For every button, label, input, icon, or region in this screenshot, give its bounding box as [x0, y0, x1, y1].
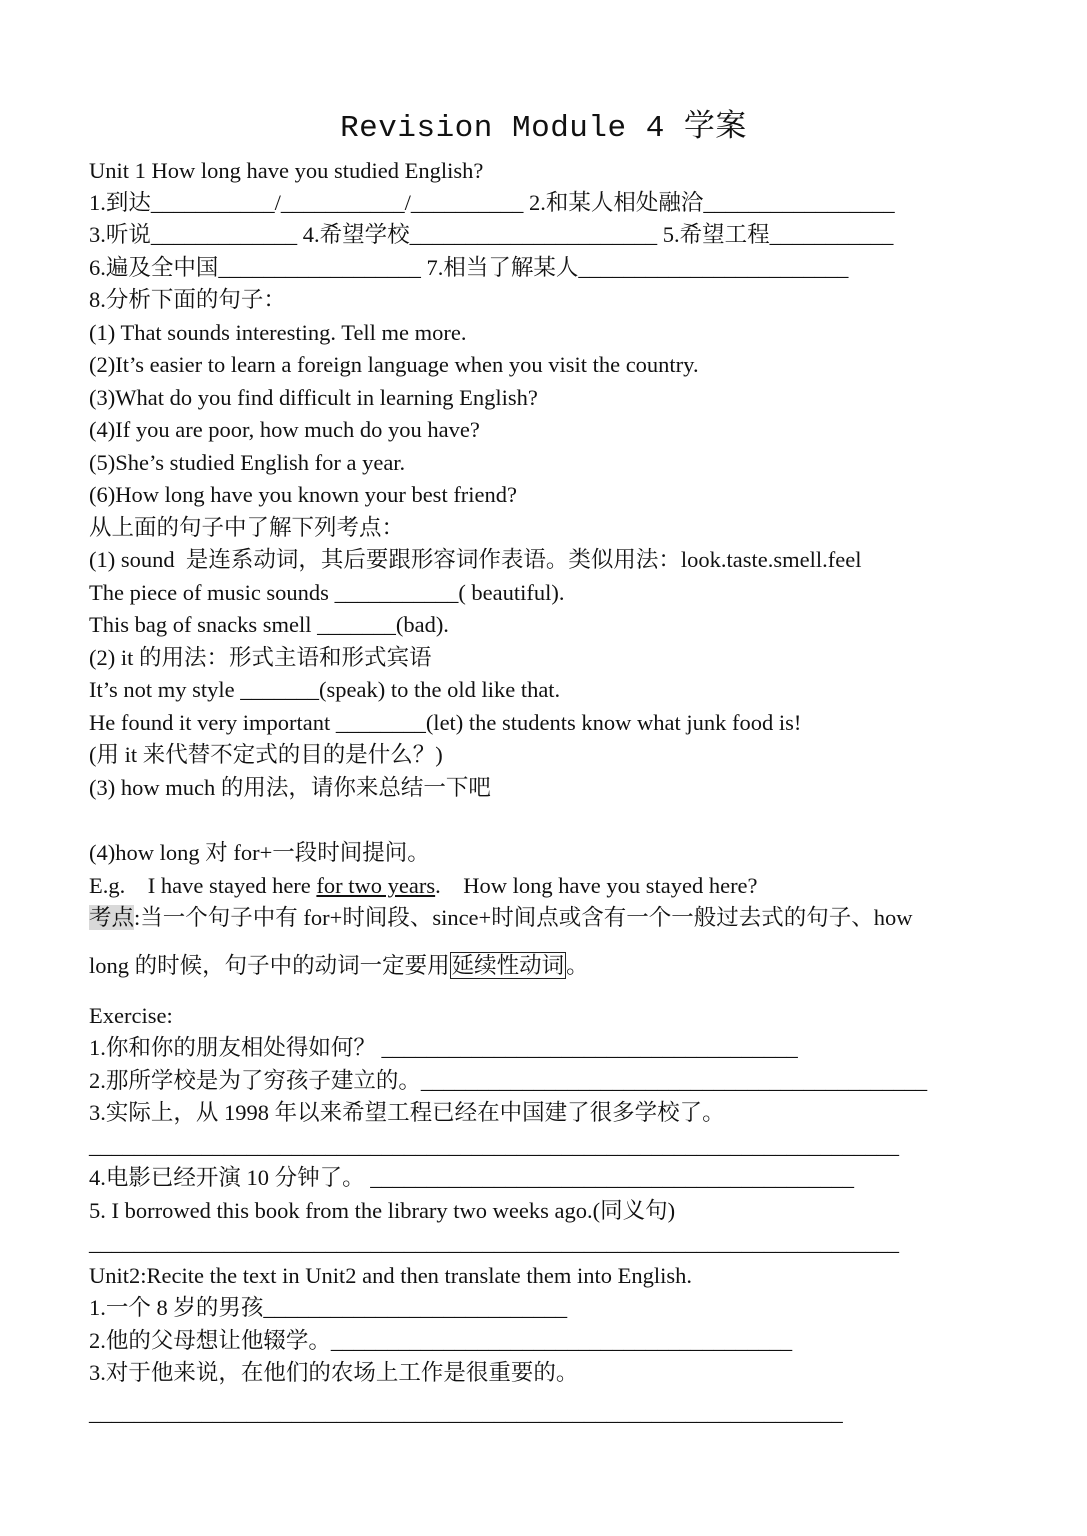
- point-3: (3) how much 的用法，请你来总结一下吧: [89, 775, 491, 800]
- point-4: (4)how long 对 for+一段时间提问。: [89, 840, 430, 865]
- example-suffix: . How long have you stayed here?: [435, 873, 758, 898]
- page-title: Revision Module 4 学案: [340, 111, 747, 146]
- example-line: [89, 870, 758, 902]
- point-2-example-2: He found it very important ________(let) the students know what junk food is!: [89, 710, 802, 735]
- kaodian-text: :当一个句子中有 for+时间段、since+时间点或含有一个一般过去式的句子、how: [134, 905, 913, 930]
- kaodian-line: [89, 902, 913, 934]
- exercise-q1: 1.你和你的朋友相处得如何？ _____________________________________: [89, 1035, 798, 1060]
- exercise-q2: 2.那所学校是为了穷孩子建立的。_____________________________________________: [89, 1068, 928, 1093]
- vocab-line-1: 1.到达___________/___________/__________ 2.和某人相处融洽_________________: [89, 190, 895, 215]
- exercise-q3-blank: ________________________________________________________________________: [89, 1133, 899, 1158]
- kaodian-label: 考点: [89, 905, 135, 930]
- example-prefix: E.g. I have stayed here: [89, 873, 317, 898]
- point-1-example-1: The piece of music sounds ___________( beautiful).: [89, 580, 565, 605]
- sentence-3: (3)What do you find difficult in learning English?: [89, 385, 538, 410]
- unit2-q2: 2.他的父母想让他辍学。_________________________________________: [89, 1328, 793, 1353]
- kaodian-line2-suffix: 。: [566, 953, 589, 978]
- sentence-6: (6)How long have you known your best friend?: [89, 482, 518, 507]
- unit2-heading: Unit2:Recite the text in Unit2 and then translate them into English.: [89, 1263, 693, 1288]
- unit2-q3: 3.对于他来说，在他们的农场上工作是很重要的。: [89, 1360, 579, 1385]
- sentence-4: (4)If you are poor, how much do you have?: [89, 417, 480, 442]
- exercise-q5-blank: ________________________________________________________________________: [89, 1230, 899, 1255]
- vocab-line-3: 6.遍及全中国__________________ 7.相当了解某人________________________: [89, 255, 849, 280]
- point-2: (2) it 的用法：形式主语和形式宾语: [89, 645, 432, 670]
- points-intro: 从上面的句子中了解下列考点：: [89, 515, 405, 540]
- unit2-q1: 1.一个 8 岁的男孩___________________________: [89, 1295, 568, 1320]
- vocab-line-2: 3.听说_____________ 4.希望学校______________________ 5.希望工程___________: [89, 222, 894, 247]
- point-2-example-1: It’s not my style _______(speak) to the old like that.: [89, 677, 561, 702]
- sentence-2: (2)It’s easier to learn a foreign language when you visit the country.: [89, 352, 699, 377]
- unit1-heading: Unit 1 How long have you studied English?: [89, 158, 484, 183]
- exercise-q3: 3.实际上，从 1998 年以来希望工程已经在中国建了很多学校了。: [89, 1100, 725, 1125]
- example-underlined: for two years: [316, 873, 436, 898]
- point-2-question: (用 it 来代替不定式的目的是什么？): [89, 742, 443, 767]
- unit2-q3-blank: ___________________________________________________________________: [89, 1400, 843, 1425]
- sentence-5: (5)She’s studied English for a year.: [89, 450, 406, 475]
- kaodian-line2-prefix: long 的时候，句子中的动词一定要用: [89, 953, 450, 978]
- point-1-example-2: This bag of snacks smell _______(bad).: [89, 612, 449, 637]
- sentence-1: (1) That sounds interesting. Tell me more.: [89, 320, 467, 345]
- kaodian-line-2: [89, 950, 589, 982]
- kaodian-boxed-term: 延续性动词: [451, 953, 565, 978]
- exercise-q4: 4.电影已经开演 10 分钟了。 ___________________________________________: [89, 1165, 855, 1190]
- point-1: (1) sound 是连系动词，其后要跟形容词作表语。类似用法：look.taste.smell.feel: [89, 547, 862, 572]
- exercise-q5: 5. I borrowed this book from the library two weeks ago.(同义句): [89, 1198, 676, 1223]
- analysis-prompt: 8.分析下面的句子：: [89, 287, 286, 312]
- exercise-heading: Exercise:: [89, 1003, 173, 1028]
